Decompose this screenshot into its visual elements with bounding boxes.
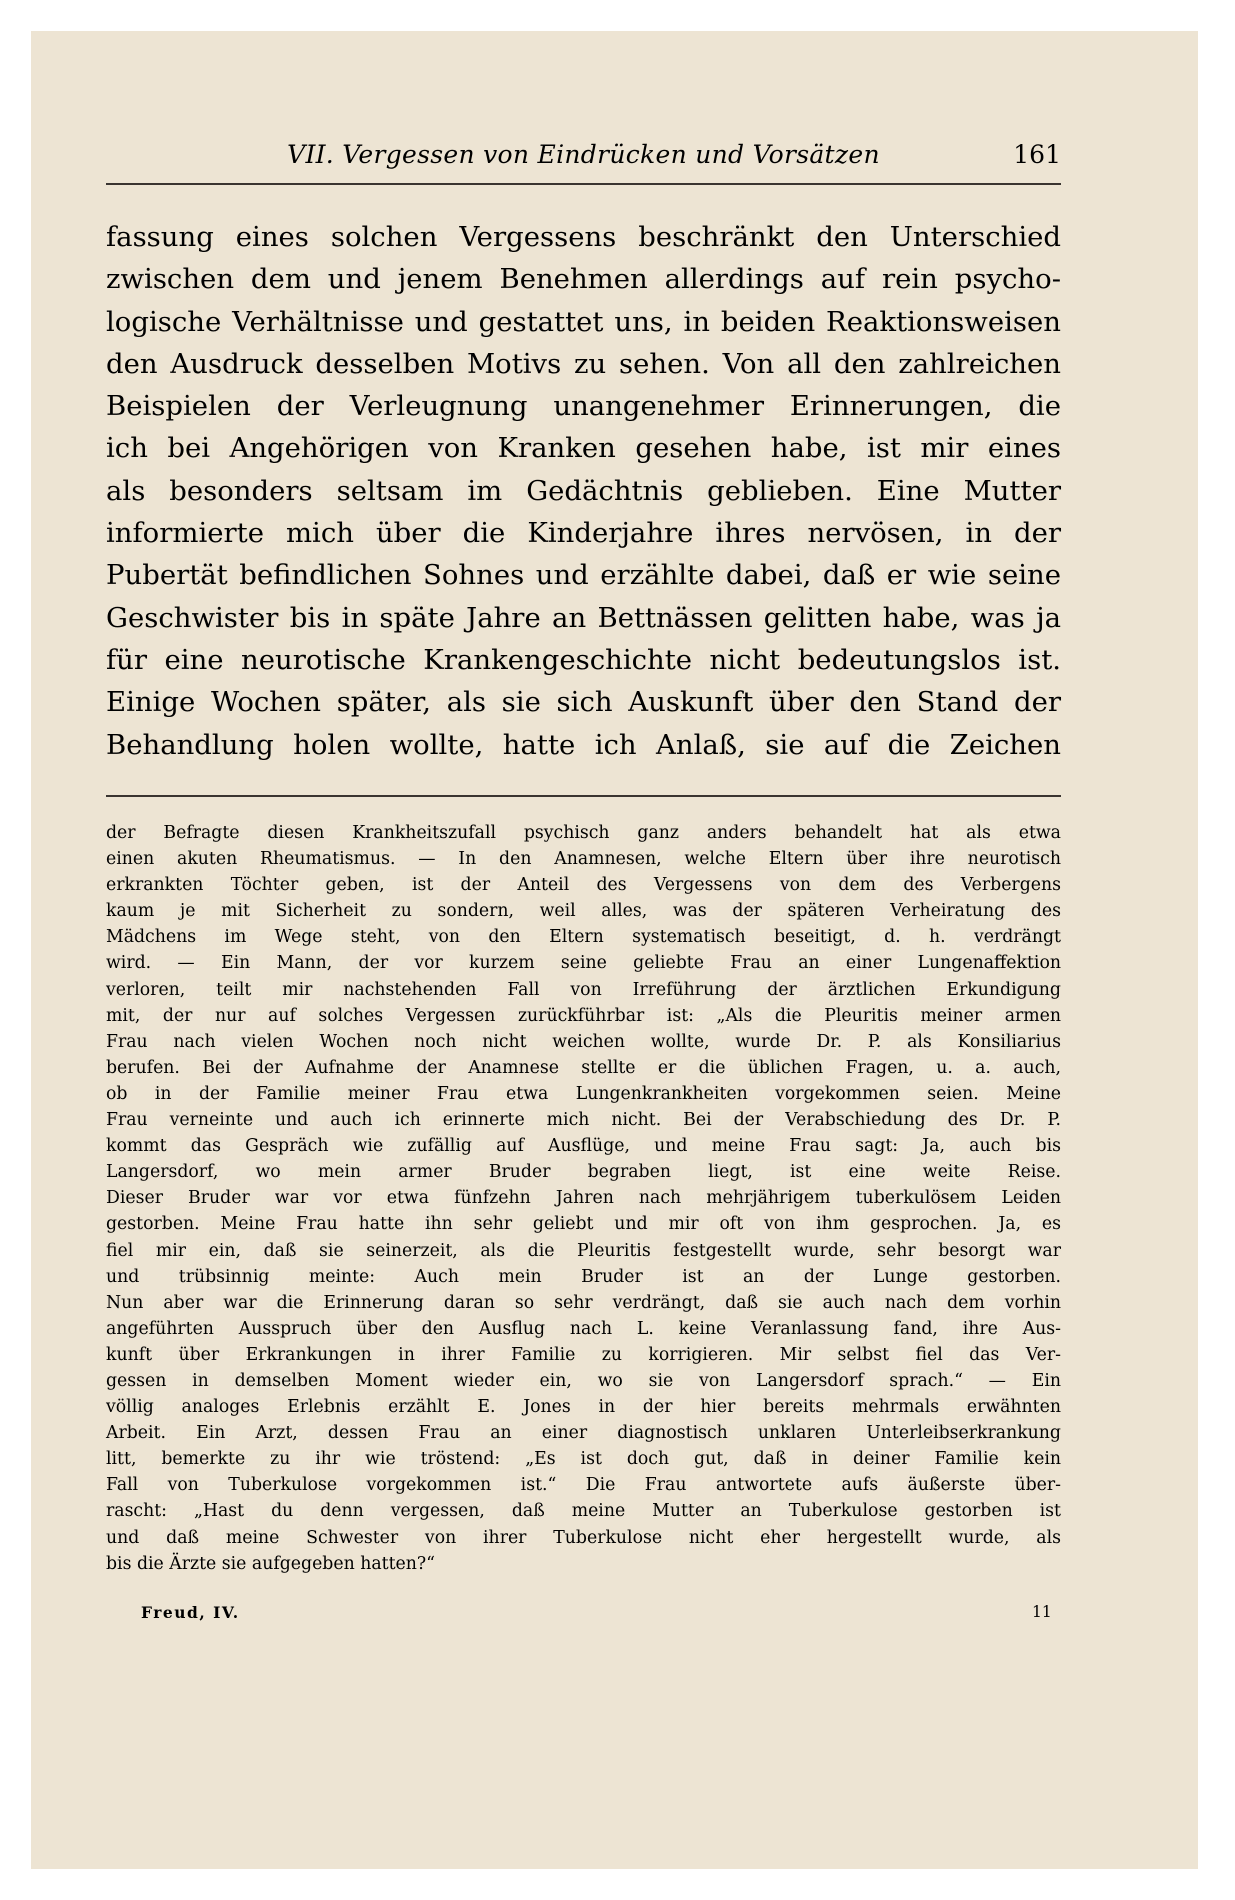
text-line: fassung eines solchen Vergessens beschränkt den Unterschied	[106, 221, 1061, 253]
text-line: informierte mich über die Kinderjahre ihres nervösen, in der	[106, 517, 1061, 550]
footnote-line: litt, bemerkte zu ihr wie tröstend: „Es ist doch gut, daß in deiner Familie kein	[106, 1449, 1061, 1470]
footnote-line: kaum je mit Sicherheit zu sondern, weil alles, was der späteren Verheiratung des	[106, 901, 1061, 922]
text-line: logische Verhältnisse und gestattet uns, in beiden Reaktionsweisen	[106, 305, 1061, 338]
footnote-line: Nun aber war die Erinnerung daran so sehr verdrängt, daß sie auch nach dem vorhin	[106, 1292, 1061, 1313]
footnote-line: der Befragte diesen Krankheitszufall psychisch ganz anders behandelt hat als etwa	[106, 823, 1061, 843]
footnote-line: angeführten Ausspruch über den Ausflug nach L. keine Veranlassung fand, ihre Aus-	[106, 1318, 1061, 1339]
text-line: Pubertät befindlichen Sohnes und erzählte dabei, daß er wie seine	[106, 559, 1061, 592]
footnote	[106, 820, 1061, 1577]
text-line: als besonders seltsam im Gedächtnis geblieben. Eine Mutter	[106, 474, 1061, 507]
footnote-line: verloren, teilt mir nachstehenden Fall von Irreführung der ärztlichen Erkundigung	[106, 979, 1061, 1000]
footnote-line: mit, der nur auf solches Vergessen zurückführbar ist: „Als die Pleuritis meiner armen	[106, 1005, 1061, 1026]
footnote-line: fiel mir ein, daß sie seinerzeit, als die Pleuritis festgestellt wurde, sehr besorgt war	[106, 1240, 1061, 1261]
footnote-line: rascht: „Hast du denn vergessen, daß meine Mutter an Tuberkulose gestorben ist	[106, 1501, 1061, 1522]
text-line: Geschwister bis in späte Jahre an Bettnässen gelitten habe, was ja	[106, 601, 1061, 634]
text-line: ich bei Angehörigen von Kranken gesehen habe, ist mir eines	[106, 432, 1061, 465]
footnote-line: Langersdorf, wo mein armer Bruder begraben liegt, ist eine weite Reise.	[106, 1162, 1061, 1183]
text-line: Einige Wochen später, als sie sich Auskunft über den Stand der	[106, 686, 1061, 719]
footnote-line: völlig analoges Erlebnis erzählt E. Jones in der hier bereits mehrmals erwähnten	[106, 1397, 1061, 1418]
footnote-line: und daß meine Schwester von ihrer Tuberkulose nicht eher hergestellt wurde, als	[106, 1527, 1061, 1548]
footnote-line: gessen in demselben Moment wieder ein, wo sie von Langersdorf sprach.“ — Ein	[106, 1370, 1061, 1391]
footnote-line: gestorben. Meine Frau hatte ihn sehr geliebt und mir oft von ihm gesprochen. Ja, es	[106, 1214, 1061, 1235]
footnote-rule	[106, 795, 1061, 797]
text-line: Beispielen der Verleugnung unangenehmer Erinnerungen, die	[106, 390, 1061, 423]
text-line: Behandlung holen wollte, hatte ich Anlaß, sie auf die Zeichen	[106, 728, 1061, 761]
footnote-line: kunft über Erkrankungen in ihrer Familie zu korrigieren. Mir selbst fiel das Ver-	[106, 1344, 1061, 1365]
main-text	[106, 216, 1061, 766]
text-line: für eine neurotische Krankengeschichte nicht bedeutungslos ist.	[106, 643, 1061, 676]
printer-signature: Freud, IV.	[141, 1603, 240, 1622]
footnote-line: kommt das Gespräch wie zufällig auf Ausflüge, und meine Frau sagt: Ja, auch bis	[106, 1136, 1061, 1157]
footnote-line: Arbeit. Ein Arzt, dessen Frau an einer diagnostisch unklaren Unterleibserkrankung	[106, 1423, 1061, 1444]
footnote-line: und trübsinnig meinte: Auch mein Bruder ist an der Lunge gestorben.	[106, 1266, 1061, 1287]
signature-number: 11	[1032, 1603, 1052, 1621]
running-title: VII. Vergessen von Eindrücken und Vorsätzen	[287, 140, 880, 169]
footnote-line: erkrankten Töchter geben, ist der Anteil des Vergessens von dem des Verbergens	[106, 875, 1061, 896]
header-rule	[106, 183, 1061, 185]
footnote-line: wird. — Ein Mann, der vor kurzem seine geliebte Frau an einer Lungenaffektion	[106, 953, 1061, 974]
footnote-line: berufen. Bei der Aufnahme der Anamnese stellte er die üblichen Fragen, u. a. auch,	[106, 1057, 1061, 1078]
footnote-line: Frau verneinte und auch ich erinnerte mich nicht. Bei der Verabschiedung des Dr. P.	[106, 1110, 1061, 1131]
page-number: 161	[1013, 140, 1061, 169]
text-line: zwischen dem und jenem Benehmen allerdings auf rein psycho-	[106, 263, 1061, 296]
footnote-line: Frau nach vielen Wochen noch nicht weichen wollte, wurde Dr. P. als Konsiliarius	[106, 1031, 1061, 1052]
footnote-line: ob in der Familie meiner Frau etwa Lungenkrankheiten vorgekommen seien. Meine	[106, 1083, 1061, 1104]
text-line: den Ausdruck desselben Motivs zu sehen. Von all den zahlreichen	[106, 347, 1061, 380]
footnote-line: Mädchens im Wege steht, von den Eltern systematisch beseitigt, d. h. verdrängt	[106, 927, 1061, 948]
footnote-line: bis die Ärzte sie aufgegeben hatten?“	[106, 1553, 435, 1574]
footnote-line: Fall von Tuberkulose vorgekommen ist.“ Die Frau antwortete aufs äußerste über-	[106, 1475, 1061, 1496]
footnote-line: einen akuten Rheumatismus. — In den Anamnesen, welche Eltern über ihre neurotisch	[106, 849, 1061, 870]
footnote-line: Dieser Bruder war vor etwa fünfzehn Jahren nach mehrjährigem tuberkulösem Leiden	[106, 1188, 1061, 1209]
running-header	[106, 134, 1061, 178]
